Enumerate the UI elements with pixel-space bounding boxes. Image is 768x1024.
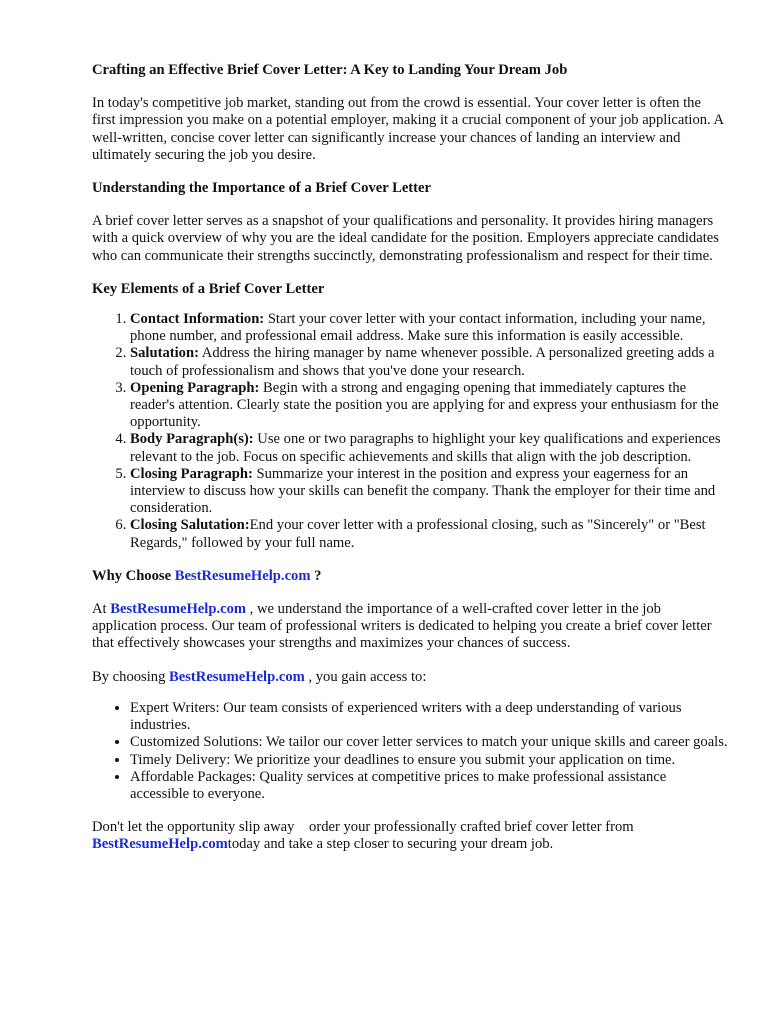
document-title: Crafting an Effective Brief Cover Letter: A Key to Landing Your Dream Job	[92, 62, 568, 78]
list-item-label: Closing Paragraph:	[130, 465, 253, 482]
key-elements-list	[92, 311, 728, 552]
list-item	[130, 517, 728, 551]
intro-paragraph: In today's competitive job market, standing out from the crowd is essential. Your cover letter is often the first impression you make on a potential employer, making it a crucial component of your job application. A well-written, concise cover letter can significantly increase your chances of landing an interview and ultimately securing the job you desire.	[92, 95, 724, 163]
closing-suffix: today and take a step closer to securing your dream job.	[227, 836, 554, 853]
list-item-label: Contact Information:	[130, 311, 265, 328]
access-paragraph	[92, 669, 728, 686]
why-heading-suffix: ?	[310, 567, 322, 584]
list-item	[130, 380, 728, 432]
list-item: • Timely Delivery: We prioritize your deadlines to ensure you submit your application on time.	[130, 752, 728, 769]
closing-paragraph	[92, 819, 728, 853]
access-prefix: By choosing	[92, 668, 170, 685]
list-item	[130, 311, 728, 345]
importance-heading: Understanding the Importance of a Brief Cover Letter	[92, 180, 431, 197]
list-item: • Affordable Packages: Quality services at competitive prices to make professional assistance accessible to everyone.	[130, 769, 728, 803]
list-item-label: Closing Salutation:	[130, 517, 250, 534]
why-para-suffix: , we understand the importance of a well-crafted cover letter in the job application process. Our team of professional writers is dedicated to helping you create a brief cover letter that effectively showcases your strengths and maximizes your chances of success.	[92, 601, 712, 652]
list-item	[130, 466, 728, 518]
access-suffix: , you gain access to:	[304, 668, 427, 685]
importance-paragraph: A brief cover letter serves as a snapshot of your qualifications and personality. It provides hiring managers with a quick overview of why you are the ideal candidate for the position. Employers appreciate candidates who can communicate their strengths succinctly, demonstrating professionalism and respect for their time.	[92, 213, 719, 264]
list-item-text: End your cover letter with a professional closing, such as "Sincerely" or "Best Regards," followed by your full name.	[130, 517, 706, 551]
why-heading-prefix: Why Choose	[92, 567, 175, 584]
list-item-text: Start your cover letter with your contact information, including your name, phone number, and professional email address. Make sure this information is easily accessible.	[130, 311, 706, 345]
why-paragraph	[92, 601, 728, 653]
brand-link[interactable]: BestResumeHelp.com	[169, 668, 305, 685]
closing-prefix: Don't let the opportunity slip away order your professionally crafted brief cover letter from	[92, 819, 638, 836]
list-item-text: Address the hiring manager by name whenever possible. A personalized greeting adds a touch of professionalism and shows that you've done your research.	[130, 345, 715, 379]
elements-heading: Key Elements of a Brief Cover Letter	[92, 280, 325, 297]
list-item: • Customized Solutions: We tailor our cover letter services to match your unique skills and career goals.	[130, 734, 728, 751]
list-item-text: Use one or two paragraphs to highlight your key qualifications and experiences relevant to the job. Focus on specific achievements and skills that align with the job description.	[130, 431, 721, 465]
list-item: • Expert Writers: Our team consists of experienced writers with a deep understanding of various industries.	[130, 700, 728, 734]
list-item	[130, 431, 728, 465]
list-item-text: Begin with a strong and engaging opening that immediately captures the reader's attention. Clearly state the position you are applying for and express your enthusiasm for the opportunity.	[130, 379, 719, 431]
list-item-label: Body Paragraph(s):	[130, 431, 254, 448]
brand-link[interactable]: BestResumeHelp.com	[174, 567, 311, 584]
list-item-label: Opening Paragraph:	[130, 379, 260, 396]
list-item	[130, 345, 728, 379]
list-item-text: Summarize your interest in the position and express your eagerness for an interview to discuss how your skills can benefit the company. Thank the employer for their time and consideration.	[130, 465, 716, 517]
brand-link[interactable]: BestResumeHelp.com	[110, 601, 247, 618]
why-para-prefix: At	[92, 601, 111, 618]
list-item-label: Salutation:	[130, 345, 199, 362]
brand-link[interactable]: BestResumeHelp.com	[92, 836, 228, 853]
benefits-list	[92, 700, 728, 803]
why-choose-heading	[92, 568, 728, 585]
